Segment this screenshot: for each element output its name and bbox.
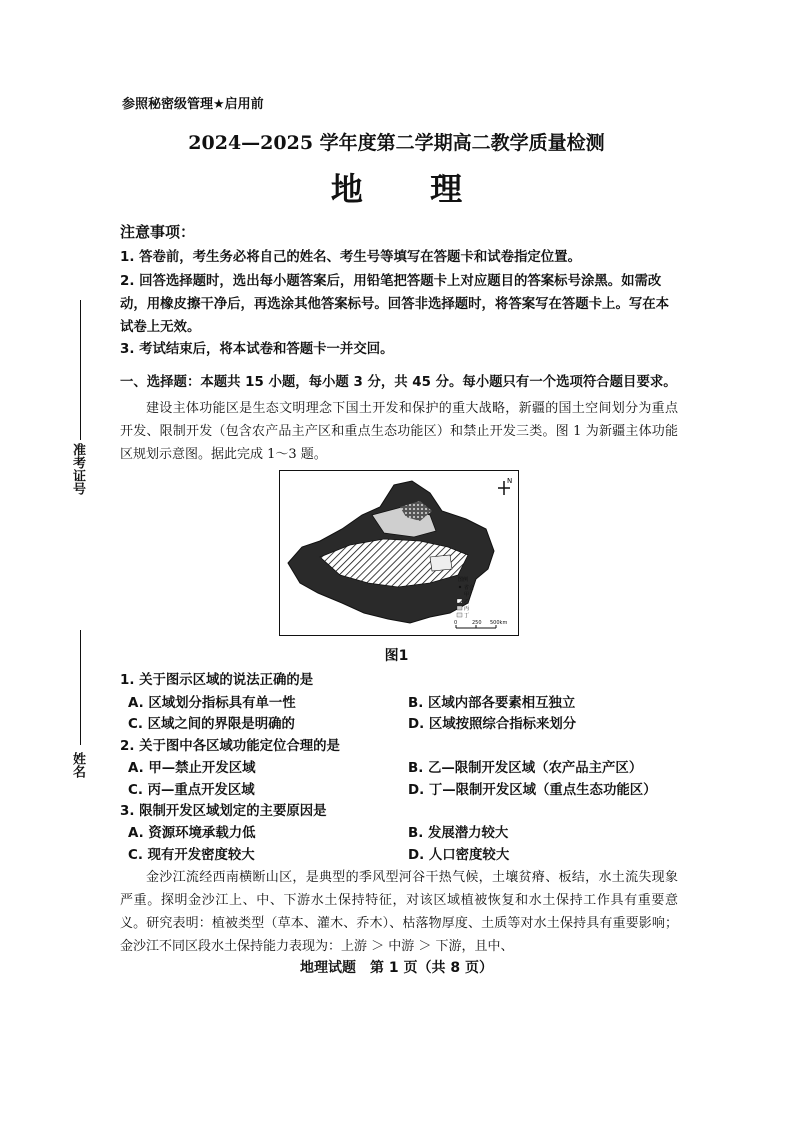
figure-caption: 图1 xyxy=(384,648,409,664)
q3-option-a: A. 资源环境承载力低 xyxy=(128,826,256,841)
q2-option-a: A. 甲—禁止开发区域 xyxy=(128,761,256,776)
q3-option-b: B. 发展潜力较大 xyxy=(408,826,509,841)
svg-text:省会: 省会 xyxy=(464,585,475,591)
q1-option-b: B. 区域内部各要素相互独立 xyxy=(408,696,576,711)
q1-option-d: D. 区域按照综合指标来划分 xyxy=(408,717,577,732)
exam-title: 2024—2025 学年度第二学期高二教学质量检测 xyxy=(188,132,605,154)
q2-option-d: D. 丁—限制开发区域（重点生态功能区） xyxy=(408,783,657,798)
q2-option-b: B. 乙—限制开发区域（农产品主产区） xyxy=(408,761,643,776)
svg-text:丁: 丁 xyxy=(464,613,470,619)
ticket-line xyxy=(80,300,81,440)
secret-level-label: 参照秘密级管理★启用前 xyxy=(122,97,264,112)
q3-option-c: C. 现有开发密度较大 xyxy=(128,848,255,863)
map-figure xyxy=(279,470,519,636)
svg-text:N: N xyxy=(507,477,513,485)
notice-item-3: 3. 考试结束后，将本试卷和答题卡一并交回。 xyxy=(120,342,394,357)
jinsha-river-passage: 金沙江流经西南横断山区，是典型的季风型河谷干热气候，土壤贫瘠、板结，水土流失现象严重。探明金沙江上、中、下游水土保持特征，对该区域植被恢复和水土保持工作具有重要意义。研究表明：植被类型（草本、灌木、乔木）、枯落物厚度、土质等对水土保持具有重要影响；金沙江不同区段水土保持能力表现为：上游 ＞ 中游 ＞ 下游，且中、 xyxy=(120,870,678,954)
svg-text:乙: 乙 xyxy=(464,599,470,605)
notice-item-2: 2. 回答选择题时，选出每小题答案后，用铅笔把答题卡上对应题目的答案标号涂黑。如需改动，用橡皮擦干净后，再选涂其他答案标号。回答非选择题时，将答案写在答题卡上。写在本试卷上无效。 xyxy=(120,274,670,335)
svg-text:250: 250 xyxy=(472,620,482,626)
svg-text:500km: 500km xyxy=(490,620,508,626)
north-arrow xyxy=(498,477,512,495)
subject-title: 地 理 xyxy=(330,170,491,208)
q3-option-d: D. 人口密度较大 xyxy=(408,848,510,863)
svg-text:0: 0 xyxy=(454,620,458,626)
section-heading: 一、选择题：本题共 15 小题，每小题 3 分，共 45 分。每小题只有一个选项符合题目要求。 xyxy=(120,375,677,390)
intro-passage: 建设主体功能区是生态文明理念下国土开发和保护的重大战略，新疆的国土空间划分为重点开发、限制开发（包含农产品主产区和重点生态功能区）和禁止开发三类。图 1 为新疆主体功能区规划示意图。据此完成 1～3 题。 xyxy=(120,401,678,462)
scale-bar xyxy=(454,620,507,628)
question-1-stem: 1. 关于图示区域的说法正确的是 xyxy=(120,673,314,688)
svg-text:图例: 图例 xyxy=(458,577,469,583)
q1-option-a: A. 区域划分指标具有单一性 xyxy=(128,696,296,711)
q2-option-c: C. 丙—重点开发区域 xyxy=(128,783,255,798)
svg-text:甲: 甲 xyxy=(464,592,470,598)
q1-option-c: C. 区域之间的界限是明确的 xyxy=(128,717,295,732)
notice-item-1: 1. 答卷前，考生务必将自己的姓名、考生号等填写在答题卡和试卷指定位置。 xyxy=(120,250,581,265)
xinjiang-map xyxy=(280,471,517,634)
notice-heading: 注意事项： xyxy=(120,223,196,241)
page-footer: 地理试题 第 1 页（共 8 页） xyxy=(300,960,493,976)
ticket-number-label: 准考证号 xyxy=(70,443,85,495)
question-2-stem: 2. 关于图中各区域功能定位合理的是 xyxy=(120,739,340,754)
question-3-stem: 3. 限制开发区域划定的主要原因是 xyxy=(120,804,327,819)
region-white xyxy=(430,555,452,571)
name-label: 姓名 xyxy=(70,752,85,778)
svg-text:丙: 丙 xyxy=(464,606,470,612)
